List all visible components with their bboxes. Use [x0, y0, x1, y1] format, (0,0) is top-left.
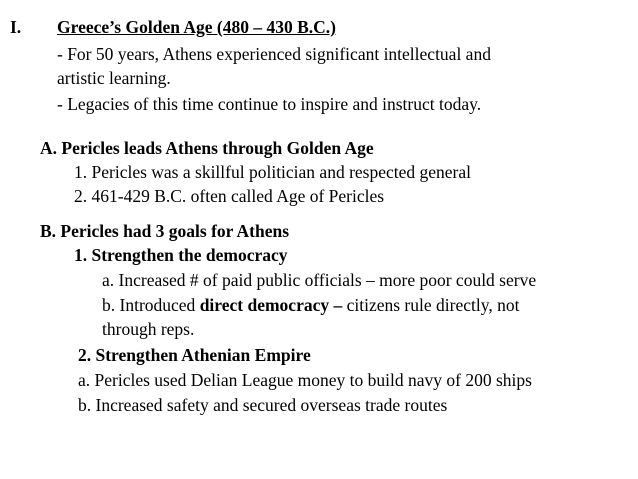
- intro-line-2: artistic learning.: [57, 68, 171, 88]
- goal-1-item-b-suffix: citizens rule directly, not: [342, 295, 520, 315]
- goal-1-item-b-continuation: through reps.: [102, 319, 195, 339]
- section-numeral: I.: [10, 17, 22, 37]
- goal-1-item-a: a. Increased # of paid public officials – more poor could serve: [102, 270, 537, 290]
- subsection-a-item-2: 2. 461-429 B.C. often called Age of Pericles: [74, 186, 385, 206]
- direct-democracy-term: direct democracy –: [199, 295, 343, 315]
- subsection-a-item-1: 1. Pericles was a skillful politician and respected general: [74, 162, 472, 182]
- subsection-b-heading: B. Pericles had 3 goals for Athens: [40, 221, 290, 241]
- intro-line-1: - For 50 years, Athens experienced significant intellectual and: [57, 44, 491, 64]
- intro-line-3: - Legacies of this time continue to inspire and instruct today.: [57, 94, 482, 114]
- goal-1-item-b-prefix: b. Introduced: [102, 295, 200, 315]
- goal-1-heading: 1. Strengthen the democracy: [74, 245, 288, 265]
- subsection-a-heading: A. Pericles leads Athens through Golden Age: [40, 138, 374, 158]
- goal-2-item-b: b. Increased safety and secured overseas trade routes: [78, 395, 448, 415]
- goal-2-heading: 2. Strengthen Athenian Empire: [78, 345, 311, 365]
- goal-1-item-b: [102, 294, 519, 316]
- goal-2-item-a: a. Pericles used Delian League money to build navy of 200 ships: [78, 370, 532, 390]
- section-title: Greece’s Golden Age (480 – 430 B.C.): [57, 17, 336, 37]
